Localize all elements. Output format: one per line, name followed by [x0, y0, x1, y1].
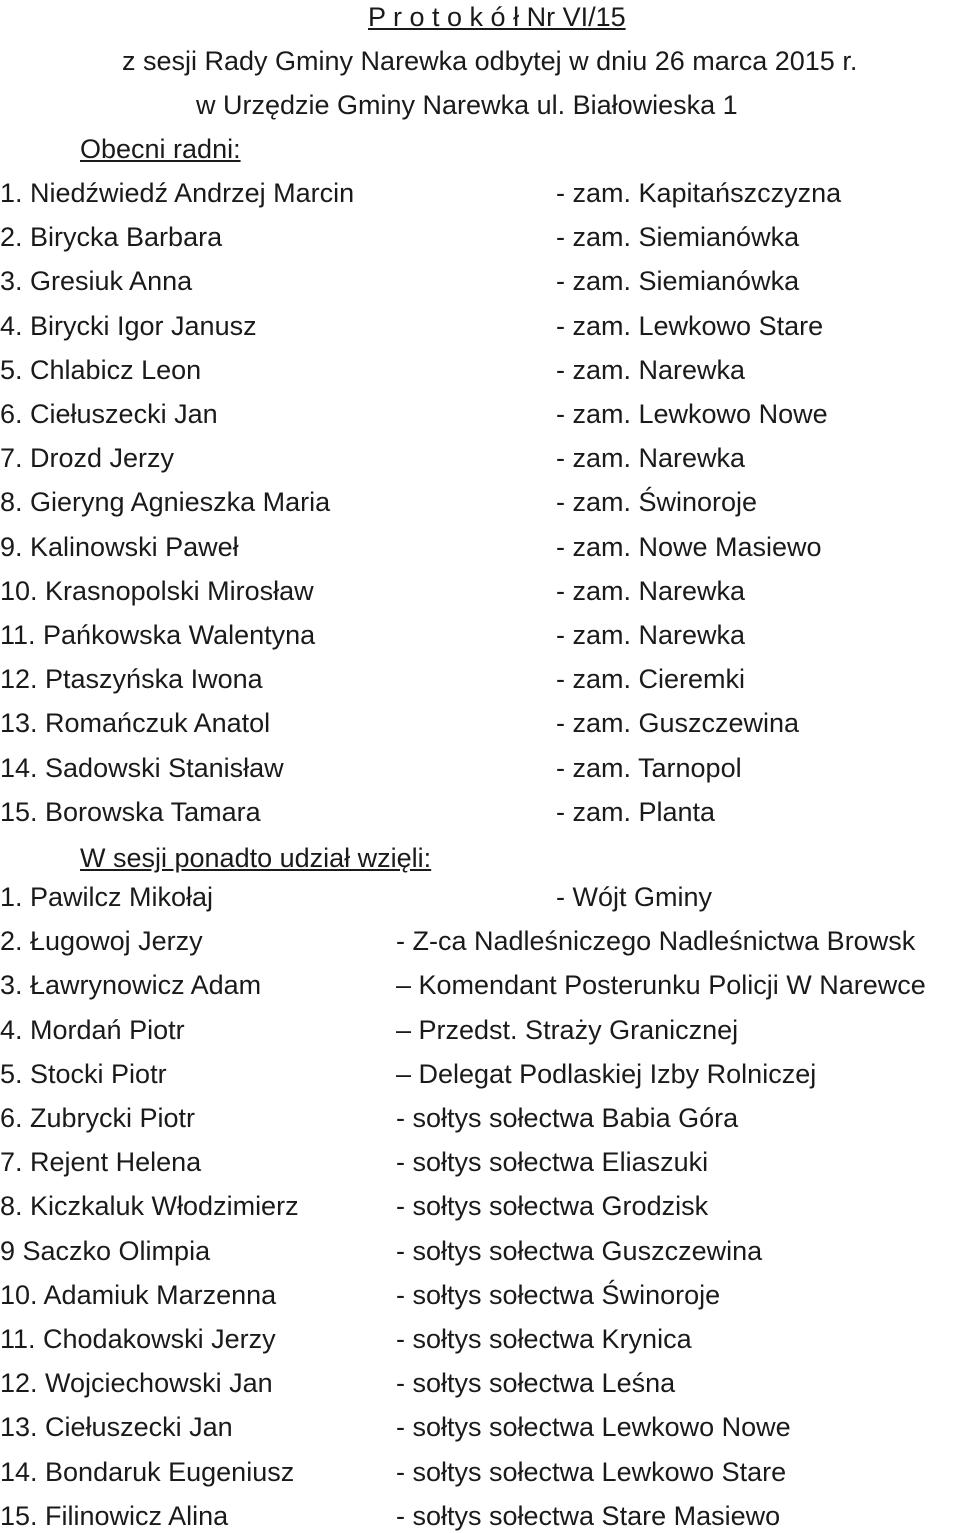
councillor-row: [0, 177, 960, 209]
participant-name: 6. Zubrycki Piotr: [0, 1103, 196, 1133]
participant-role: - sołtys sołectwa Lewkowo Stare: [396, 1457, 787, 1487]
councillor-residence: - zam. Narewka: [556, 355, 746, 385]
participant-role: – Komendant Posterunku Policji W Narewce: [396, 970, 926, 1000]
participant-role: - sołtys sołectwa Krynica: [396, 1324, 692, 1354]
participant-role: - Z-ca Nadleśniczego Nadleśnictwa Browsk: [396, 926, 916, 956]
councillor-row: [0, 531, 960, 563]
councillor-row: [0, 752, 960, 784]
councillor-name: 5. Chlabicz Leon: [0, 355, 202, 385]
participant-row: [0, 1323, 960, 1355]
participant-row: [0, 969, 960, 1001]
councillor-residence: - zam. Świnoroje: [556, 487, 758, 517]
participant-role: - sołtys sołectwa Grodzisk: [396, 1191, 709, 1221]
participant-role: – Delegat Podlaskiej Izby Rolniczej: [396, 1059, 817, 1089]
participant-name: 3. Ławrynowicz Adam: [0, 970, 262, 1000]
participant-role: – Przedst. Straży Granicznej: [396, 1015, 739, 1045]
councillor-residence: - zam. Siemianówka: [556, 222, 800, 252]
councillor-name: 1. Niedźwiedź Andrzej Marcin: [0, 178, 355, 208]
councillor-name: 9. Kalinowski Paweł: [0, 532, 239, 562]
councillor-residence: - zam. Lewkowo Stare: [556, 311, 824, 341]
councillor-residence: - zam. Narewka: [556, 443, 746, 473]
participant-row: [0, 881, 960, 913]
participant-name: 14. Bondaruk Eugeniusz: [0, 1457, 295, 1487]
participant-name: 5. Stocki Piotr: [0, 1059, 167, 1089]
councillor-residence: - zam. Guszczewina: [556, 708, 800, 738]
councillor-row: [0, 796, 960, 828]
participant-name: 1. Pawilcz Mikołaj: [0, 882, 214, 912]
other-participants-heading: W sesji ponadto udział wzięli:: [80, 843, 432, 873]
councillor-residence: - zam. Siemianówka: [556, 266, 800, 296]
participant-role: - sołtys sołectwa Lewkowo Nowe: [396, 1412, 791, 1442]
participant-name: 10. Adamiuk Marzenna: [0, 1280, 277, 1310]
councillor-residence: - zam. Planta: [556, 797, 716, 827]
councillor-row: [0, 486, 960, 518]
participant-row: [0, 1456, 960, 1488]
councillor-residence: - zam. Narewka: [556, 620, 746, 650]
participant-name: 8. Kiczkaluk Włodzimierz: [0, 1191, 299, 1221]
councillor-name: 4. Birycki Igor Janusz: [0, 311, 257, 341]
councillor-name: 14. Sadowski Stanisław: [0, 753, 284, 783]
councillor-row: [0, 354, 960, 386]
councillor-name: 2. Birycka Barbara: [0, 222, 223, 252]
participant-row: [0, 1102, 960, 1134]
councillor-row: [0, 398, 960, 430]
councillor-row: [0, 221, 960, 253]
participant-role: - sołtys sołectwa Guszczewina: [396, 1236, 763, 1266]
councillor-residence: - zam. Cieremki: [556, 664, 746, 694]
participant-name: 13. Ciełuszecki Jan: [0, 1412, 233, 1442]
participant-row: [0, 1279, 960, 1311]
councillor-name: 7. Drozd Jerzy: [0, 443, 175, 473]
councillor-row: [0, 619, 960, 651]
councillor-row: [0, 310, 960, 342]
councillor-name: 11. Pańkowska Walentyna: [0, 620, 316, 650]
session-subtitle: z sesji Rady Gminy Narewka odbytej w dniu 26 marca 2015 r.: [122, 46, 858, 76]
councillor-row: [0, 707, 960, 739]
councillor-row: [0, 575, 960, 607]
participant-role: - sołtys sołectwa Babia Góra: [396, 1103, 739, 1133]
councillor-name: 15. Borowska Tamara: [0, 797, 261, 827]
councillor-name: 12. Ptaszyńska Iwona: [0, 664, 263, 694]
participant-name: 4. Mordań Piotr: [0, 1015, 185, 1045]
councillor-residence: - zam. Narewka: [556, 576, 746, 606]
councillor-name: 6. Ciełuszecki Jan: [0, 399, 218, 429]
participant-row: [0, 1500, 960, 1532]
councillor-row: [0, 663, 960, 695]
participant-role: - sołtys sołectwa Leśna: [396, 1368, 676, 1398]
participant-role: - Wójt Gminy: [556, 882, 713, 912]
participant-role: - sołtys sołectwa Świnoroje: [396, 1280, 721, 1310]
councillor-residence: - zam. Kapitańszczyzna: [556, 178, 842, 208]
councillor-residence: - zam. Lewkowo Nowe: [556, 399, 828, 429]
participant-name: 11. Chodakowski Jerzy: [0, 1324, 276, 1354]
councillor-residence: - zam. Tarnopol: [556, 753, 742, 783]
session-location: w Urzędzie Gminy Narewka ul. Białowieska 1: [196, 90, 738, 120]
participant-row: [0, 1146, 960, 1178]
councillor-name: 13. Romańczuk Anatol: [0, 708, 271, 738]
participant-role: - sołtys sołectwa Eliaszuki: [396, 1147, 709, 1177]
councillor-name: 10. Krasnopolski Mirosław: [0, 576, 314, 606]
councillor-residence: - zam. Nowe Masiewo: [556, 532, 822, 562]
councillor-name: 8. Gieryng Agnieszka Maria: [0, 487, 331, 517]
participant-row: [0, 1235, 960, 1267]
participant-row: [0, 1367, 960, 1399]
participant-row: [0, 925, 960, 957]
participant-name: 9 Saczko Olimpia: [0, 1236, 211, 1266]
participant-row: [0, 1014, 960, 1046]
participant-name: 15. Filinowicz Alina: [0, 1501, 229, 1531]
participant-name: 7. Rejent Helena: [0, 1147, 202, 1177]
participant-name: 12. Wojciechowski Jan: [0, 1368, 273, 1398]
participant-row: [0, 1190, 960, 1222]
councillor-row: [0, 265, 960, 297]
participant-row: [0, 1411, 960, 1443]
participant-role: - sołtys sołectwa Stare Masiewo: [396, 1501, 781, 1531]
participant-row: [0, 1058, 960, 1090]
councillor-row: [0, 442, 960, 474]
present-councillors-heading: Obecni radni:: [80, 134, 241, 164]
participant-name: 2. Ługowoj Jerzy: [0, 926, 203, 956]
councillor-name: 3. Gresiuk Anna: [0, 266, 193, 296]
document-title: P r o t o k ó ł Nr VI/15: [368, 2, 626, 32]
